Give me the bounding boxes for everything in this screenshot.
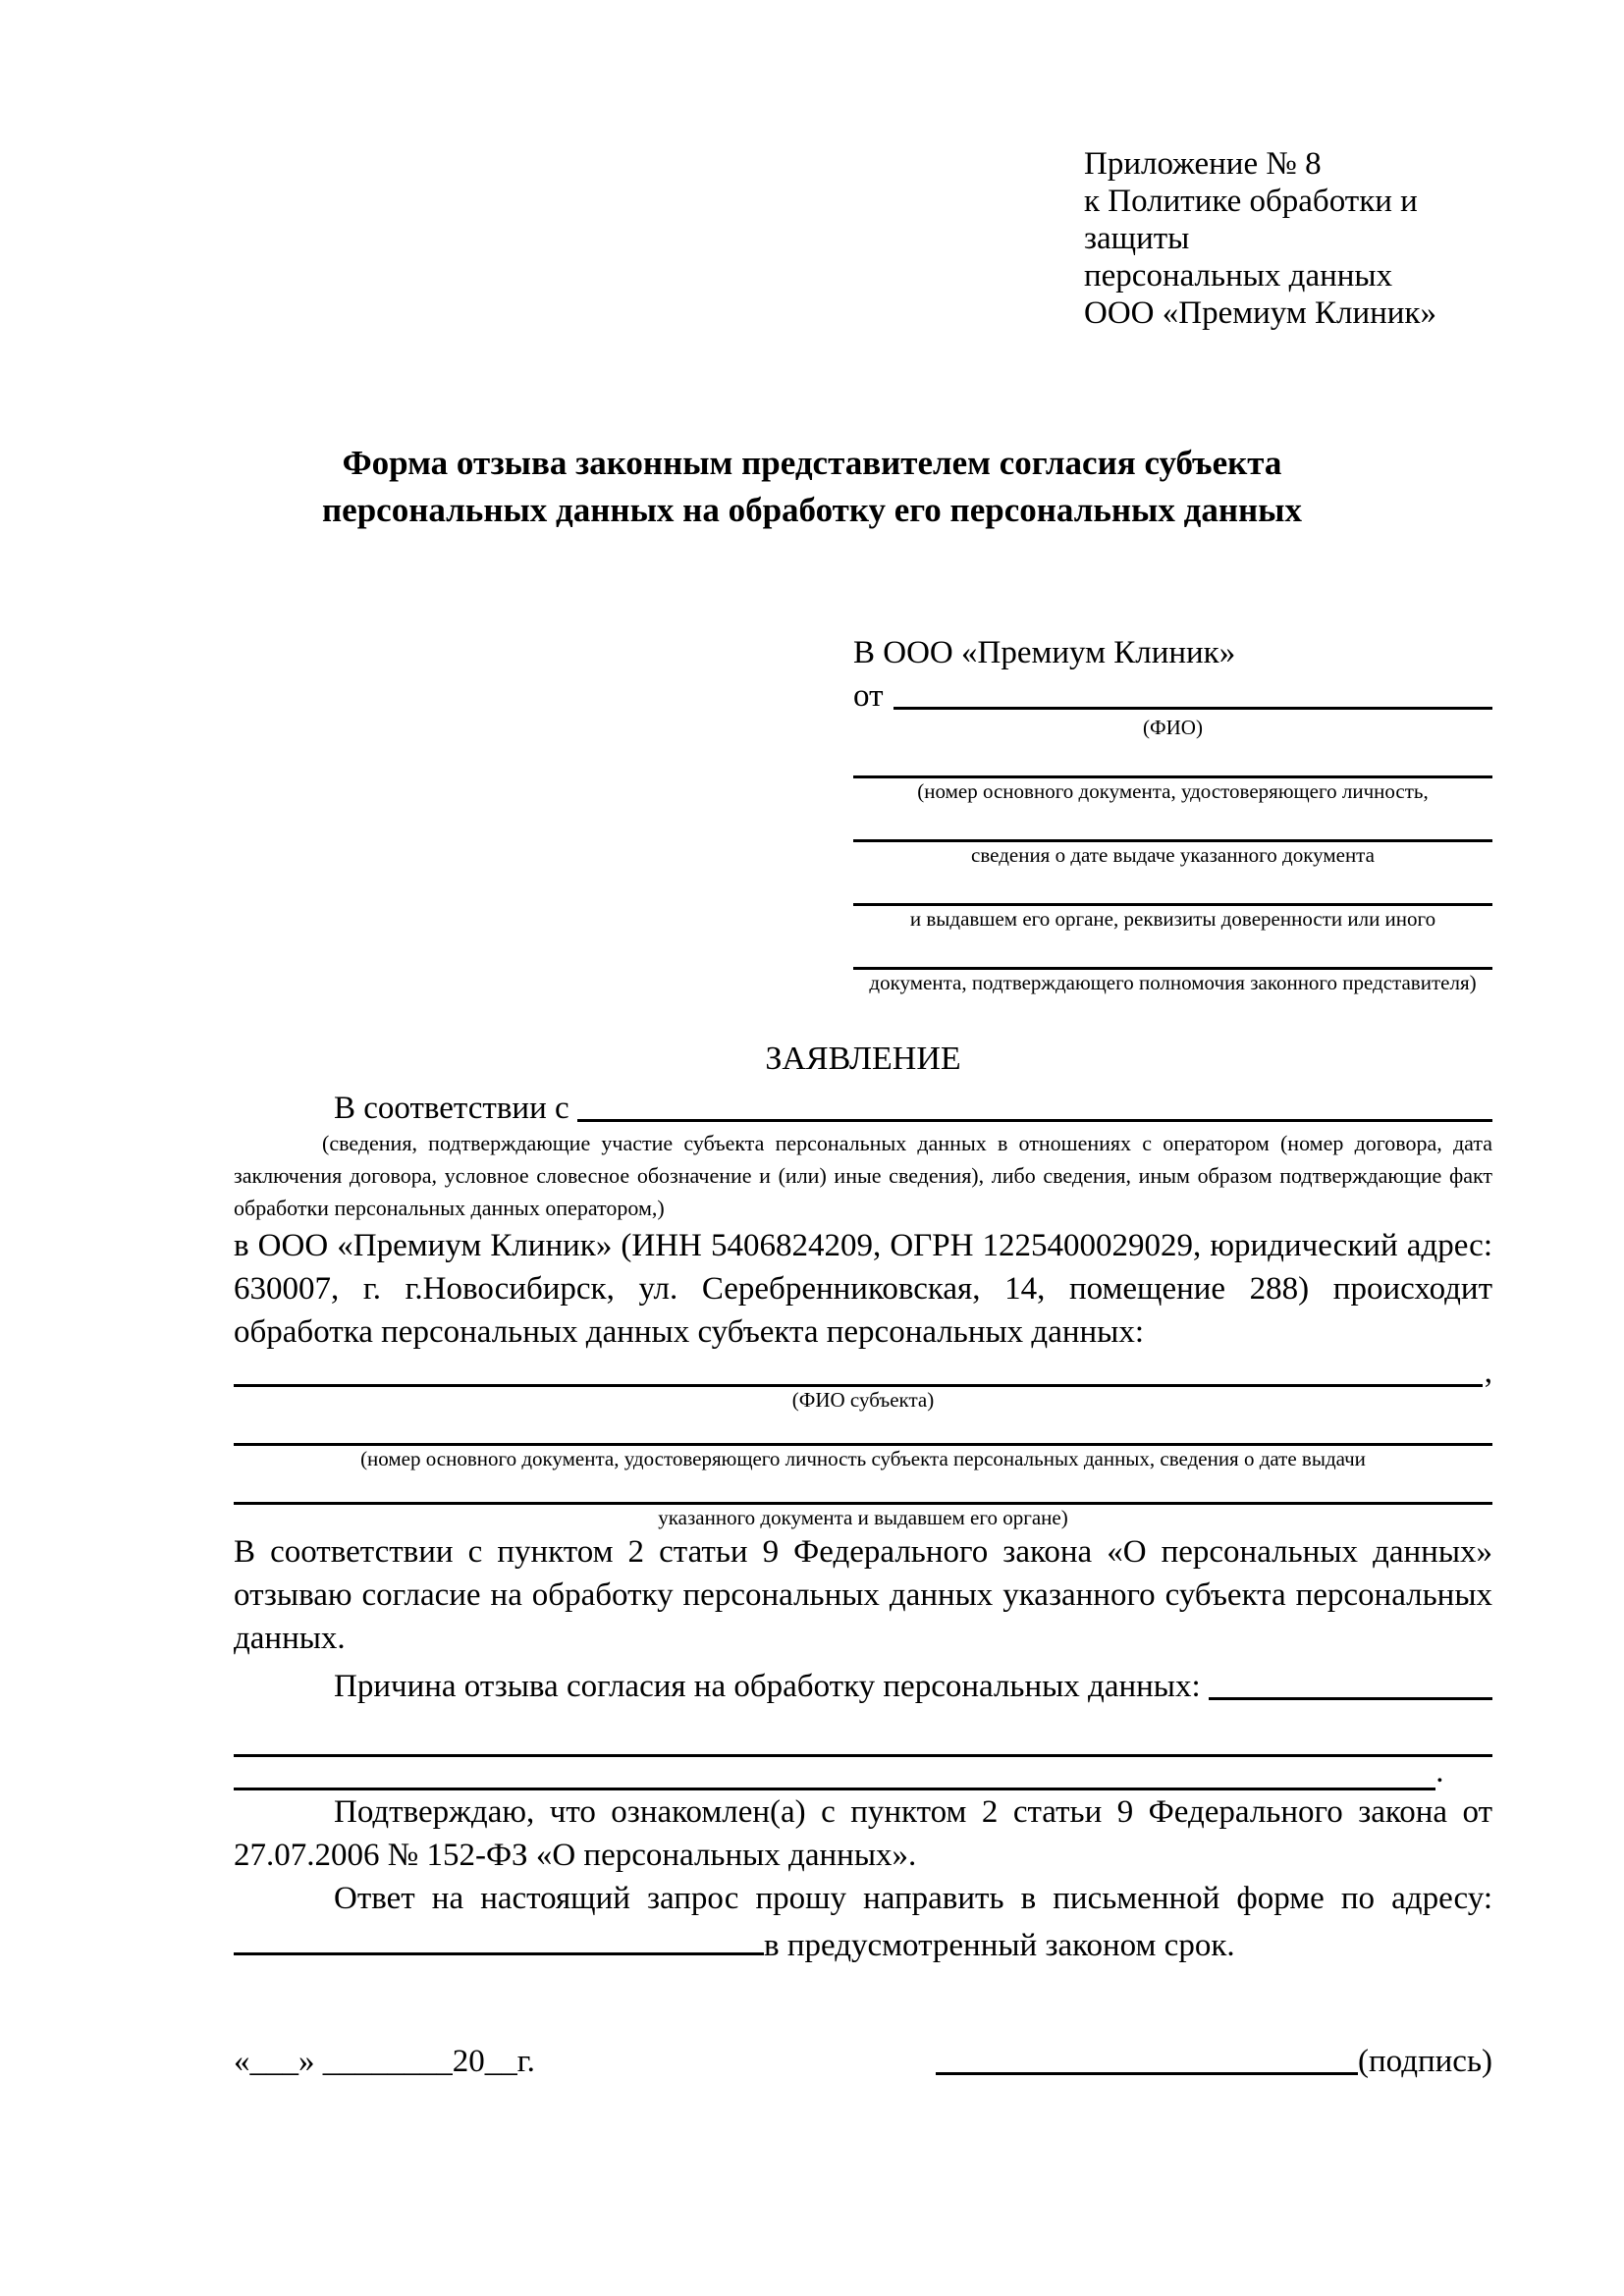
- addressee-block: [853, 632, 1492, 995]
- basis-row: [234, 1082, 1492, 1127]
- reply-suffix: в предусмотренный законом срок.: [764, 1928, 1235, 1963]
- subject-doc-caption: указанного документа и выдавшем его органе): [658, 1506, 1068, 1529]
- from-row: [853, 673, 1492, 715]
- field-caption: (номер основного документа, удостоверяющего личность,: [917, 779, 1429, 803]
- subject-doc-caption: (номер основного документа, удостоверяющего личность субъекта персональных данных, сведения о дате выдачи: [360, 1447, 1366, 1470]
- subject-fio-suffix: ,: [1484, 1355, 1492, 1390]
- representative-doc-blank-line: [853, 740, 1492, 778]
- field-caption: и выдавшем его органе, реквизиты доверенности или иного: [909, 907, 1436, 931]
- title-line-1: Форма отзыва законным представителем согласия субъекта: [342, 444, 1282, 482]
- operator-paragraph: в ООО «Премиум Клиник» (ИНН 5406824209, ОГРН 1225400029029, юридический адрес: 630007, г. г.Новосибирск, ул. Серебренниковская, 14, помещение 288) происходит обработка персональных данных субъекта персональных данных:: [234, 1228, 1492, 1350]
- representative-doc-blank-line: [853, 932, 1492, 970]
- statement-heading: ЗАЯВЛЕНИЕ: [765, 1041, 961, 1077]
- field-caption: сведения о дате выдаче указанного документа: [971, 843, 1375, 867]
- reply-prefix: Ответ на настоящий запрос прошу направить в письменной форме по адресу:: [334, 1881, 1492, 1916]
- signature-blank-line: [936, 2072, 1358, 2075]
- acknowledgement-paragraph: Подтверждаю, что ознакомлен(а) с пунктом 2 статьи 9 Федерального закона от 27.07.2006 № 152-ФЗ «О персональных данных».: [234, 1794, 1492, 1873]
- reply-paragraph: [234, 1877, 1492, 1967]
- basis-note: (сведения, подтверждающие участие субъекта персональных данных в отношениях с оператором (номер договора, дата заключения договора, условное словесное обозначение и (или) иные сведения), либо сведения, иным образом подтверждающие факт обработки персональных данных оператором,): [234, 1131, 1492, 1220]
- addressee-organization: В ООО «Премиум Клиник»: [853, 635, 1236, 670]
- signature-footer: [234, 2040, 1492, 2083]
- fio-caption: (ФИО): [1143, 716, 1203, 739]
- reason-continuation-blank-line: [234, 1727, 1492, 1757]
- from-label: от: [853, 678, 884, 714]
- reason-blank-line: [1209, 1697, 1492, 1700]
- basis-blank-line: [577, 1119, 1492, 1122]
- appendix-line: к Политике обработки и защиты: [1084, 184, 1418, 256]
- reason-continuation-row: [234, 1754, 1492, 1790]
- appendix-block: [1084, 145, 1492, 332]
- field-caption: документа, подтверждающего полномочия законного представителя): [869, 971, 1477, 994]
- representative-doc-blank-line: [853, 804, 1492, 842]
- subject-doc-row: [234, 1471, 1492, 1505]
- reason-row: [234, 1660, 1492, 1705]
- appendix-line: персональных данных: [1084, 258, 1393, 294]
- document-title: [167, 440, 1457, 534]
- blank-line-period: .: [1435, 1754, 1444, 1789]
- title-line-2: персональных данных на обработку его персональных данных: [322, 491, 1302, 529]
- basis-prefix: В соответствии с: [334, 1091, 569, 1126]
- withdrawal-paragraph: В соответствии с пунктом 2 статьи 9 Федерального закона «О персональных данных» отзываю согласие на обработку персональных данных указанного субъекта персональных данных.: [234, 1534, 1492, 1656]
- representative-doc-blank-line: [853, 868, 1492, 906]
- reply-address-blank-line: [234, 1920, 764, 1955]
- signature-caption: (подпись): [1358, 2044, 1492, 2079]
- subject-doc-row: [234, 1413, 1492, 1446]
- appendix-line: ООО «Премиум Клиник»: [1084, 295, 1436, 331]
- subject-fio-caption: (ФИО субъекта): [791, 1388, 935, 1412]
- appendix-line: Приложение № 8: [1084, 146, 1322, 182]
- signature-group: [936, 2040, 1492, 2083]
- fio-blank-line: [893, 707, 1493, 710]
- subject-fio-row: [234, 1354, 1492, 1390]
- reason-label: Причина отзыва согласия на обработку персональных данных:: [334, 1669, 1201, 1704]
- date-field: «___» ________20__г.: [234, 2044, 535, 2079]
